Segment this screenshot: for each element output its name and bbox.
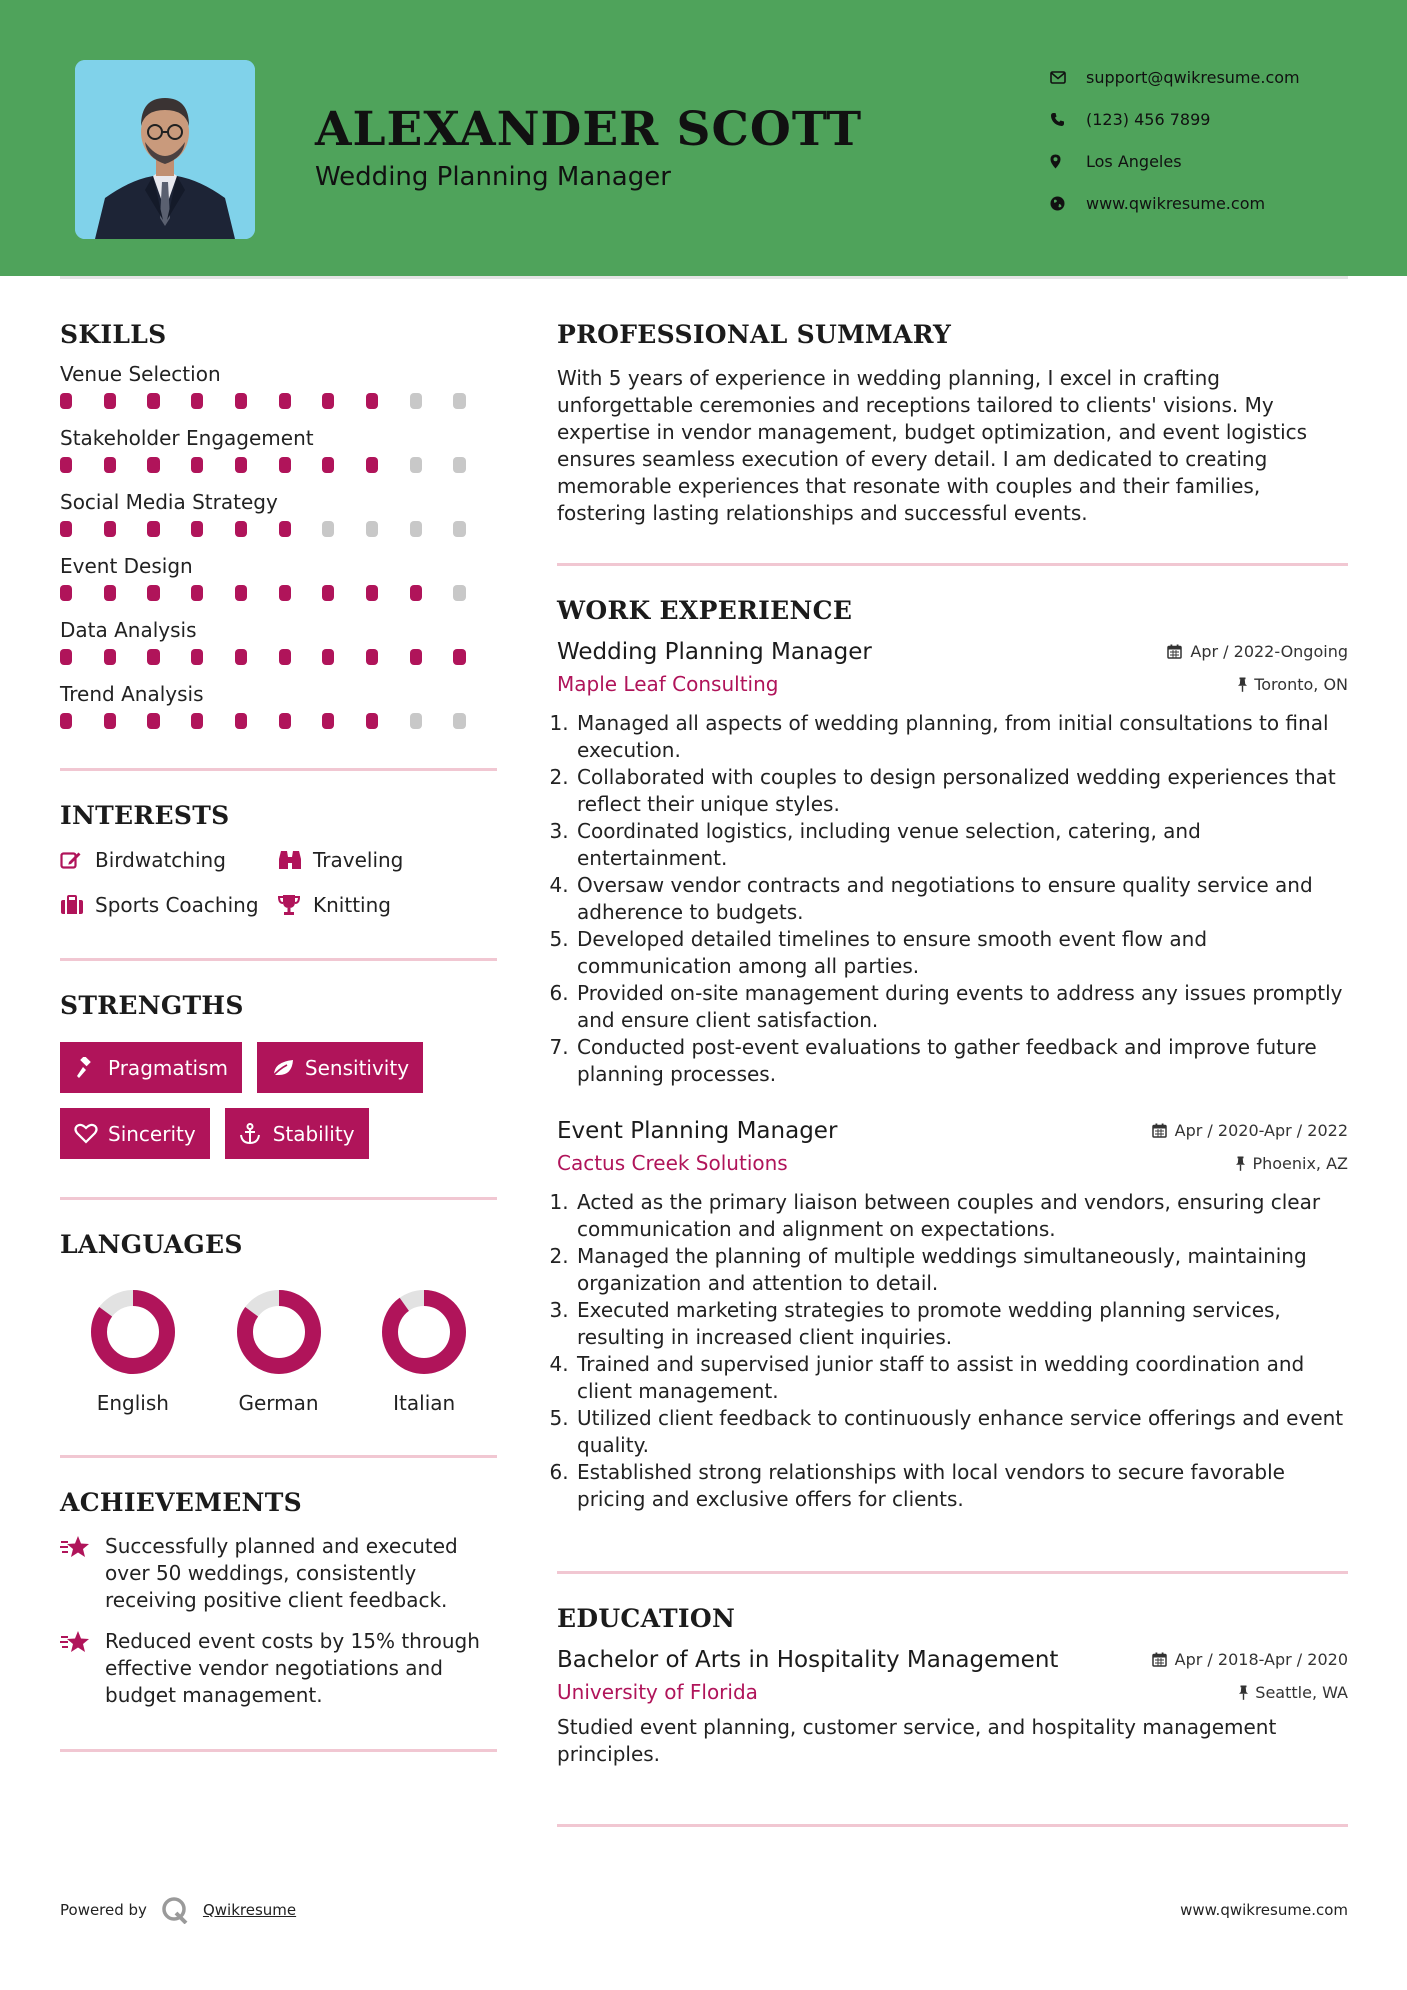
footer-url[interactable]: www.qwikresume.com [1180,1901,1348,1919]
achievement-item [60,1628,497,1709]
job-company: Maple Leaf Consulting [557,672,779,696]
education-description: Studied event planning, customer service, and hospitality management principles. [557,1715,1277,1766]
job-duties [557,710,1348,1088]
job-company: Cactus Creek Solutions [557,1151,788,1175]
strength-label: Pragmatism [108,1055,228,1080]
skill-dot-filled [191,585,203,601]
duty-item: 6. Established strong relationships with local vendors to secure favorable pricing and exclusive offers for clients. [575,1459,1348,1513]
skill-dot-filled [60,457,72,473]
pushpin-icon [1238,1685,1249,1700]
candidate-name: ALEXANDER SCOTT [315,102,863,157]
skill-dot-filled [60,649,72,665]
skill-dot-filled [279,521,291,537]
trophy-icon [278,894,313,916]
skill-dot-empty [410,713,422,729]
education-date-text: Apr / 2018-Apr / 2020 [1174,1650,1348,1669]
skill-dot-filled [410,585,422,601]
skill-dot-filled [366,713,378,729]
language-item [206,1289,352,1415]
pencil-square-icon [60,850,95,870]
contact-email-text: support@qwikresume.com [1086,67,1300,87]
summary-title: PROFESSIONAL SUMMARY [557,320,952,349]
language-ring [381,1289,467,1375]
qwikresume-logo-icon [161,1896,189,1924]
school-name: University of Florida [557,1680,758,1704]
skill-item [60,362,497,413]
calendar-icon [1152,1123,1167,1138]
skill-dot-filled [104,713,116,729]
skill-dot-filled [60,393,72,409]
achievement-text: Reduced event costs by 15% through effective vendor negotiations and budget management. [105,1629,480,1707]
calendar-icon [1167,644,1182,659]
contact-location-text: Los Angeles [1086,151,1182,171]
strength-tag [225,1108,369,1159]
languages-title: LANGUAGES [60,1230,243,1259]
job-date-text: Apr / 2022-Ongoing [1190,642,1348,661]
pushpin-icon [1237,677,1248,692]
skill-dot-filled [366,585,378,601]
skill-dot-filled [147,521,159,537]
job-location-text: Phoenix, AZ [1252,1153,1348,1173]
interests-section [60,801,497,918]
skills-list [60,362,497,733]
skill-dot-filled [322,585,334,601]
interest-item [60,846,278,873]
skill-dot-filled [322,393,334,409]
resume-header [0,0,1407,276]
skill-dot-filled [104,393,116,409]
skill-dot-filled [322,457,334,473]
section-divider [60,768,497,771]
duty-item: 2. Collaborated with couples to design personalized wedding experiences that reflect their unique styles. [575,764,1348,818]
experience-title: WORK EXPERIENCE [557,596,853,625]
education-section [557,1604,1348,1768]
duty-item: 7. Conducted post-event evaluations to gather feedback and improve future planning processes. [575,1034,1348,1088]
language-label: German [238,1391,319,1415]
skill-dot-filled [60,521,72,537]
skill-dot-filled [104,585,116,601]
school-location-text: Seattle, WA [1255,1682,1348,1702]
skill-dot-filled [322,649,334,665]
strength-tag [60,1108,210,1159]
skill-item [60,554,497,605]
strength-tag [60,1042,242,1093]
star-icon [60,1533,105,1614]
summary-section [557,320,1348,527]
skill-dot-filled [235,713,247,729]
section-divider [60,1749,497,1752]
strength-label: Stability [272,1121,355,1146]
section-divider [557,1824,1348,1827]
skill-dot-filled [147,585,159,601]
job-entry [557,639,1348,1088]
skill-dot-filled [235,521,247,537]
skill-dot-empty [410,457,422,473]
duty-item: 2. Managed the planning of multiple weddings simultaneously, maintaining organization and attention to detail. [575,1243,1348,1297]
skill-item [60,618,497,669]
skill-dot-filled [322,713,334,729]
interest-label: Sports Coaching [95,892,259,917]
skill-dot-filled [104,521,116,537]
job-date-text: Apr / 2020-Apr / 2022 [1174,1121,1348,1140]
experience-section [557,596,1348,1513]
skill-dot-filled [235,393,247,409]
achievement-item [60,1533,497,1614]
job-title: Wedding Planning Manager [557,639,872,665]
envelope-icon [1050,71,1086,84]
header-divider [60,276,1348,279]
interest-item [278,891,391,918]
interest-label: Birdwatching [95,847,226,872]
strengths-list [60,1042,497,1159]
qwikresume-link[interactable]: Qwikresume [202,1901,297,1919]
language-ring [236,1289,322,1375]
skill-dot-filled [104,649,116,665]
section-divider [557,1571,1348,1574]
calendar-icon [1152,1652,1167,1667]
duty-item: 1. Acted as the primary liaison between couples and vendors, ensuring clear communication and alignment on expectations. [575,1189,1348,1243]
skills-title: SKILLS [60,320,167,349]
duty-item: 4. Trained and supervised junior staff to assist in wedding coordination and client management. [575,1351,1348,1405]
skill-name: Trend Analysis [60,682,204,706]
phone-icon [1050,112,1086,127]
language-item [351,1289,497,1415]
interest-label: Traveling [313,847,404,872]
skill-dot-empty [453,393,465,409]
candidate-title: Wedding Planning Manager [315,162,671,192]
job-location [1237,675,1348,694]
contact-phone[interactable] [1050,98,1300,140]
anchor-icon [239,1123,273,1145]
skill-dot-empty [410,521,422,537]
skill-rating [60,457,497,477]
summary-text: With 5 years of experience in wedding planning, I excel in crafting unforgettable ceremonies and receptions tailored to clients' visions. My expertise in vendor management, budget optimization, and event logistics ensures seamless execution of every detail. I am dedicated to creating memorable experiences that resonate with couples and their families, fostering lasting relationships and successful events. [557,366,1308,525]
skill-rating [60,649,497,669]
skill-dot-empty [453,457,465,473]
achievement-text: Successfully planned and executed over 50 weddings, consistently receiving positive client feedback. [105,1534,458,1612]
skill-dot-filled [104,457,116,473]
languages-section [60,1230,497,1415]
skill-dot-filled [60,585,72,601]
strengths-title: STRENGTHS [60,991,244,1020]
map-marker-icon [1050,154,1086,169]
skill-dot-empty [453,585,465,601]
skill-dot-filled [147,649,159,665]
job-location [1235,1154,1348,1173]
skill-dot-filled [235,585,247,601]
interest-item [60,891,278,918]
skill-dot-filled [191,649,203,665]
job-date [1152,1121,1348,1140]
gavel-icon [74,1057,108,1079]
leaf-icon [271,1058,305,1078]
skill-dot-filled [235,457,247,473]
skill-item [60,426,497,477]
heart-icon [74,1123,108,1144]
skill-name: Social Media Strategy [60,490,278,514]
skill-dot-filled [147,457,159,473]
interests-title: INTERESTS [60,801,230,830]
skill-dot-empty [322,521,334,537]
language-item [60,1289,206,1415]
skill-name: Data Analysis [60,618,197,642]
skill-dot-filled [366,393,378,409]
strength-tag [257,1042,423,1093]
briefcase-icon [60,895,95,915]
job-date [1167,642,1348,661]
skill-dot-filled [279,393,291,409]
contact-list [1050,56,1300,224]
duty-item: 5. Developed detailed timelines to ensure smooth event flow and communication among all parties. [575,926,1348,980]
interest-item [278,846,403,873]
strengths-section [60,991,497,1159]
skill-dot-filled [235,649,247,665]
job-title: Event Planning Manager [557,1118,838,1144]
duty-item: 3. Executed marketing strategies to promote wedding planning services, resulting in increased client inquiries. [575,1297,1348,1351]
profile-photo [75,60,255,239]
skill-rating [60,521,497,541]
right-column [557,320,1348,1827]
achievements-title: ACHIEVEMENTS [60,1488,302,1517]
globe-icon [1050,196,1086,211]
education-date [1152,1650,1348,1669]
education-title: EDUCATION [557,1604,736,1633]
skill-name: Venue Selection [60,362,221,386]
duty-item: 6. Provided on-site management during events to address any issues promptly and ensure client satisfaction. [575,980,1348,1034]
skill-rating [60,585,497,605]
skills-section [60,320,497,733]
job-entry [557,1118,1348,1513]
skill-dot-empty [453,713,465,729]
skill-dot-filled [191,713,203,729]
languages-list [60,1289,497,1415]
skill-dot-filled [279,585,291,601]
skill-dot-filled [279,713,291,729]
skill-dot-filled [279,457,291,473]
skill-dot-filled [366,457,378,473]
powered-by [60,1896,296,1924]
powered-by-label: Powered by [60,1901,147,1919]
duty-item: 4. Oversaw vendor contracts and negotiations to ensure quality service and adherence to budgets. [575,872,1348,926]
interest-label: Knitting [313,892,391,917]
section-divider [60,1455,497,1458]
duty-item: 1. Managed all aspects of wedding planning, from initial consultations to final execution. [575,710,1348,764]
skill-dot-filled [191,521,203,537]
skill-rating [60,713,497,733]
job-duties [557,1189,1348,1513]
strength-label: Sensitivity [304,1055,410,1080]
skill-dot-filled [191,457,203,473]
skill-rating [60,393,497,413]
section-divider [60,958,497,961]
skill-dot-filled [147,713,159,729]
contact-website-text: www.qwikresume.com [1086,193,1266,213]
skill-name: Stakeholder Engagement [60,426,314,450]
language-label: English [96,1391,169,1415]
duty-item: 3. Coordinated logistics, including venue selection, catering, and entertainment. [575,818,1348,872]
skill-dot-filled [191,393,203,409]
skill-item [60,490,497,541]
strength-label: Sincerity [108,1121,196,1146]
skill-item [60,682,497,733]
skill-dot-filled [147,393,159,409]
achievements-section [60,1488,497,1709]
interests-list [60,846,497,918]
skill-dot-empty [366,521,378,537]
skill-dot-empty [453,521,465,537]
duty-item: 5. Utilized client feedback to continuously enhance service offerings and event quality. [575,1405,1348,1459]
section-divider [557,563,1348,566]
skill-dot-filled [279,649,291,665]
language-ring-fill [390,1298,458,1366]
contact-location [1050,140,1300,182]
left-column [60,320,497,1752]
section-divider [60,1197,497,1200]
job-location-text: Toronto, ON [1254,674,1348,694]
skill-dot-filled [60,713,72,729]
skill-dot-filled [453,649,465,665]
skill-name: Event Design [60,554,193,578]
degree-title: Bachelor of Arts in Hospitality Management [557,1647,1059,1673]
pushpin-icon [1235,1156,1246,1171]
skill-dot-empty [410,393,422,409]
contact-website[interactable] [1050,182,1300,224]
language-label: Italian [393,1391,456,1415]
binoculars-icon [278,849,313,871]
school-location [1238,1683,1348,1702]
contact-phone-text: (123) 456 7899 [1086,109,1211,129]
contact-email[interactable] [1050,56,1300,98]
skill-dot-filled [410,649,422,665]
language-ring [90,1289,176,1375]
star-icon [60,1628,105,1709]
skill-dot-filled [366,649,378,665]
page-footer [60,1896,1348,1924]
